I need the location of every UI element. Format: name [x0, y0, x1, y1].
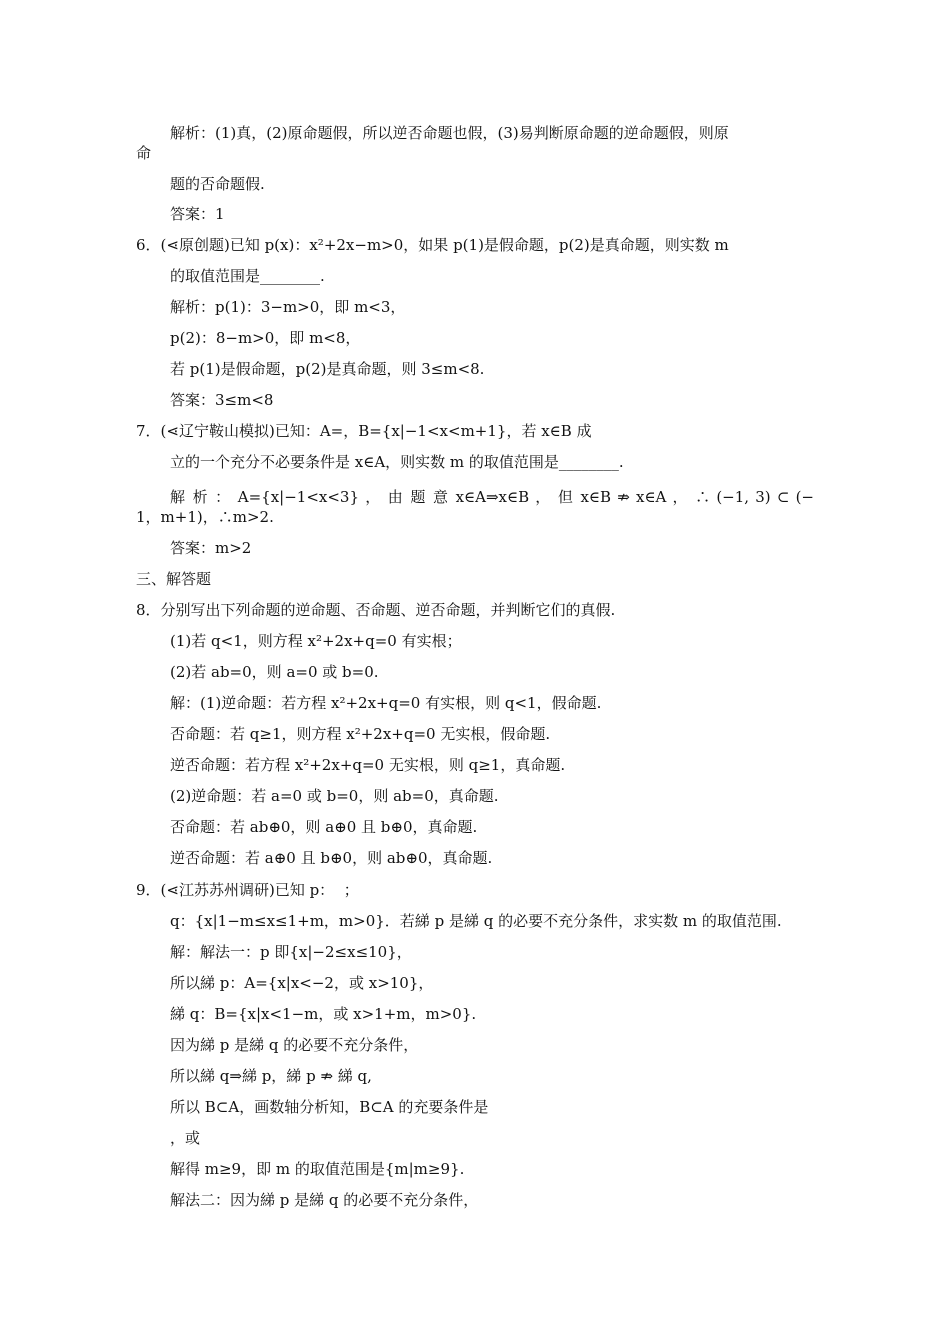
text-line: (1)若 q<1，则方程 x²+2x+q=0 有实根；	[170, 632, 462, 650]
text-line: q：{x|1−m≤x≤1+m，m>0}．若綈 p 是綈 q 的必要不充分条件，求实数 m 的取值范围.	[170, 912, 782, 930]
section-heading: 三、解答题	[136, 570, 212, 588]
text-line: 解得 m≥9，即 m 的取值范围是{m|m≥9}.	[170, 1160, 465, 1178]
text-line: 题的否命题假.	[170, 175, 265, 193]
text-line: 命	[136, 144, 152, 162]
text-line: 解析：(1)真，(2)原命题假，所以逆否命题也假，(3)易判断原命题的逆命题假，则原	[170, 124, 729, 142]
text-line: 綈 q：B={x|x<1−m，或 x>1+m，m>0}.	[170, 1005, 477, 1023]
text-line: 所以 B⊂A，画数轴分析知，B⊂A 的充要条件是	[170, 1098, 489, 1116]
text-line: 的取值范围是________.	[170, 267, 325, 285]
text-line: 解法二：因为綈 p 是綈 q 的必要不充分条件，	[170, 1191, 479, 1209]
text-line: (2)若 ab=0，则 a=0 或 b=0.	[170, 663, 379, 681]
text-line: p(2)：8−m>0，即 m<8，	[170, 329, 361, 347]
text-line: 答案：1	[170, 205, 225, 223]
text-line: 若 p(1)是假命题，p(2)是真命题，则 3≤m<8.	[170, 360, 485, 378]
question-8: 8．分别写出下列命题的逆命题、否命题、逆否命题，并判断它们的真假.	[136, 601, 616, 619]
text-line: 解析：p(1)：3−m>0，即 m<3，	[170, 298, 406, 316]
question-7: 7．(⋖辽宁鞍山模拟)已知：A=，B={x|−1<x<m+1}，若 x∈B 成	[136, 422, 592, 440]
text-line: 逆否命题：若 a⊕0 且 b⊕0，则 ab⊕0，真命题.	[170, 849, 493, 867]
text-line: 否命题：若 ab⊕0，则 a⊕0 且 b⊕0，真命题.	[170, 818, 478, 836]
text-line: 逆否命题：若方程 x²+2x+q=0 无实根，则 q≥1，真命题.	[170, 756, 566, 774]
question-6: 6．(⋖原创题)已知 p(x)：x²+2x−m>0，如果 p(1)是假命题，p(2)是真命题，则实数 m	[136, 236, 729, 254]
question-9: 9．(⋖江苏苏州调研)已知 p： ；	[136, 881, 359, 899]
text-line: 答案：3≤m<8	[170, 391, 274, 409]
text-line: 所以綈 p：A={x|x<−2，或 x>10}，	[170, 974, 434, 992]
text-line: ，或	[170, 1129, 201, 1147]
text-line: 所以綈 q⇒綈 p，綈 p ⇏ 綈 q,	[170, 1067, 372, 1085]
text-line: 立的一个充分不必要条件是 x∈A，则实数 m 的取值范围是________.	[170, 453, 624, 471]
text-line: (2)逆命题：若 a=0 或 b=0，则 ab=0，真命题.	[170, 787, 499, 805]
text-line: 解：解法一：p 即{x|−2≤x≤10}，	[170, 943, 412, 961]
text-line: 解：(1)逆命题：若方程 x²+2x+q=0 有实根，则 q<1，假命题.	[170, 694, 602, 712]
text-line: 答案：m>2	[170, 539, 252, 557]
text-line: 否命题：若 q≥1，则方程 x²+2x+q=0 无实根，假命题.	[170, 725, 551, 743]
text-line: 解 析 ： A={x|−1<x<3} ， 由 题 意 x∈A⇒x∈B ， 但 x∈B ⇏ x∈A ， ∴ (−1, 3) ⊂ (−	[170, 488, 814, 506]
text-line: 因为綈 p 是綈 q 的必要不充分条件，	[170, 1036, 419, 1054]
text-line: 1，m+1)，∴m>2.	[136, 508, 274, 526]
